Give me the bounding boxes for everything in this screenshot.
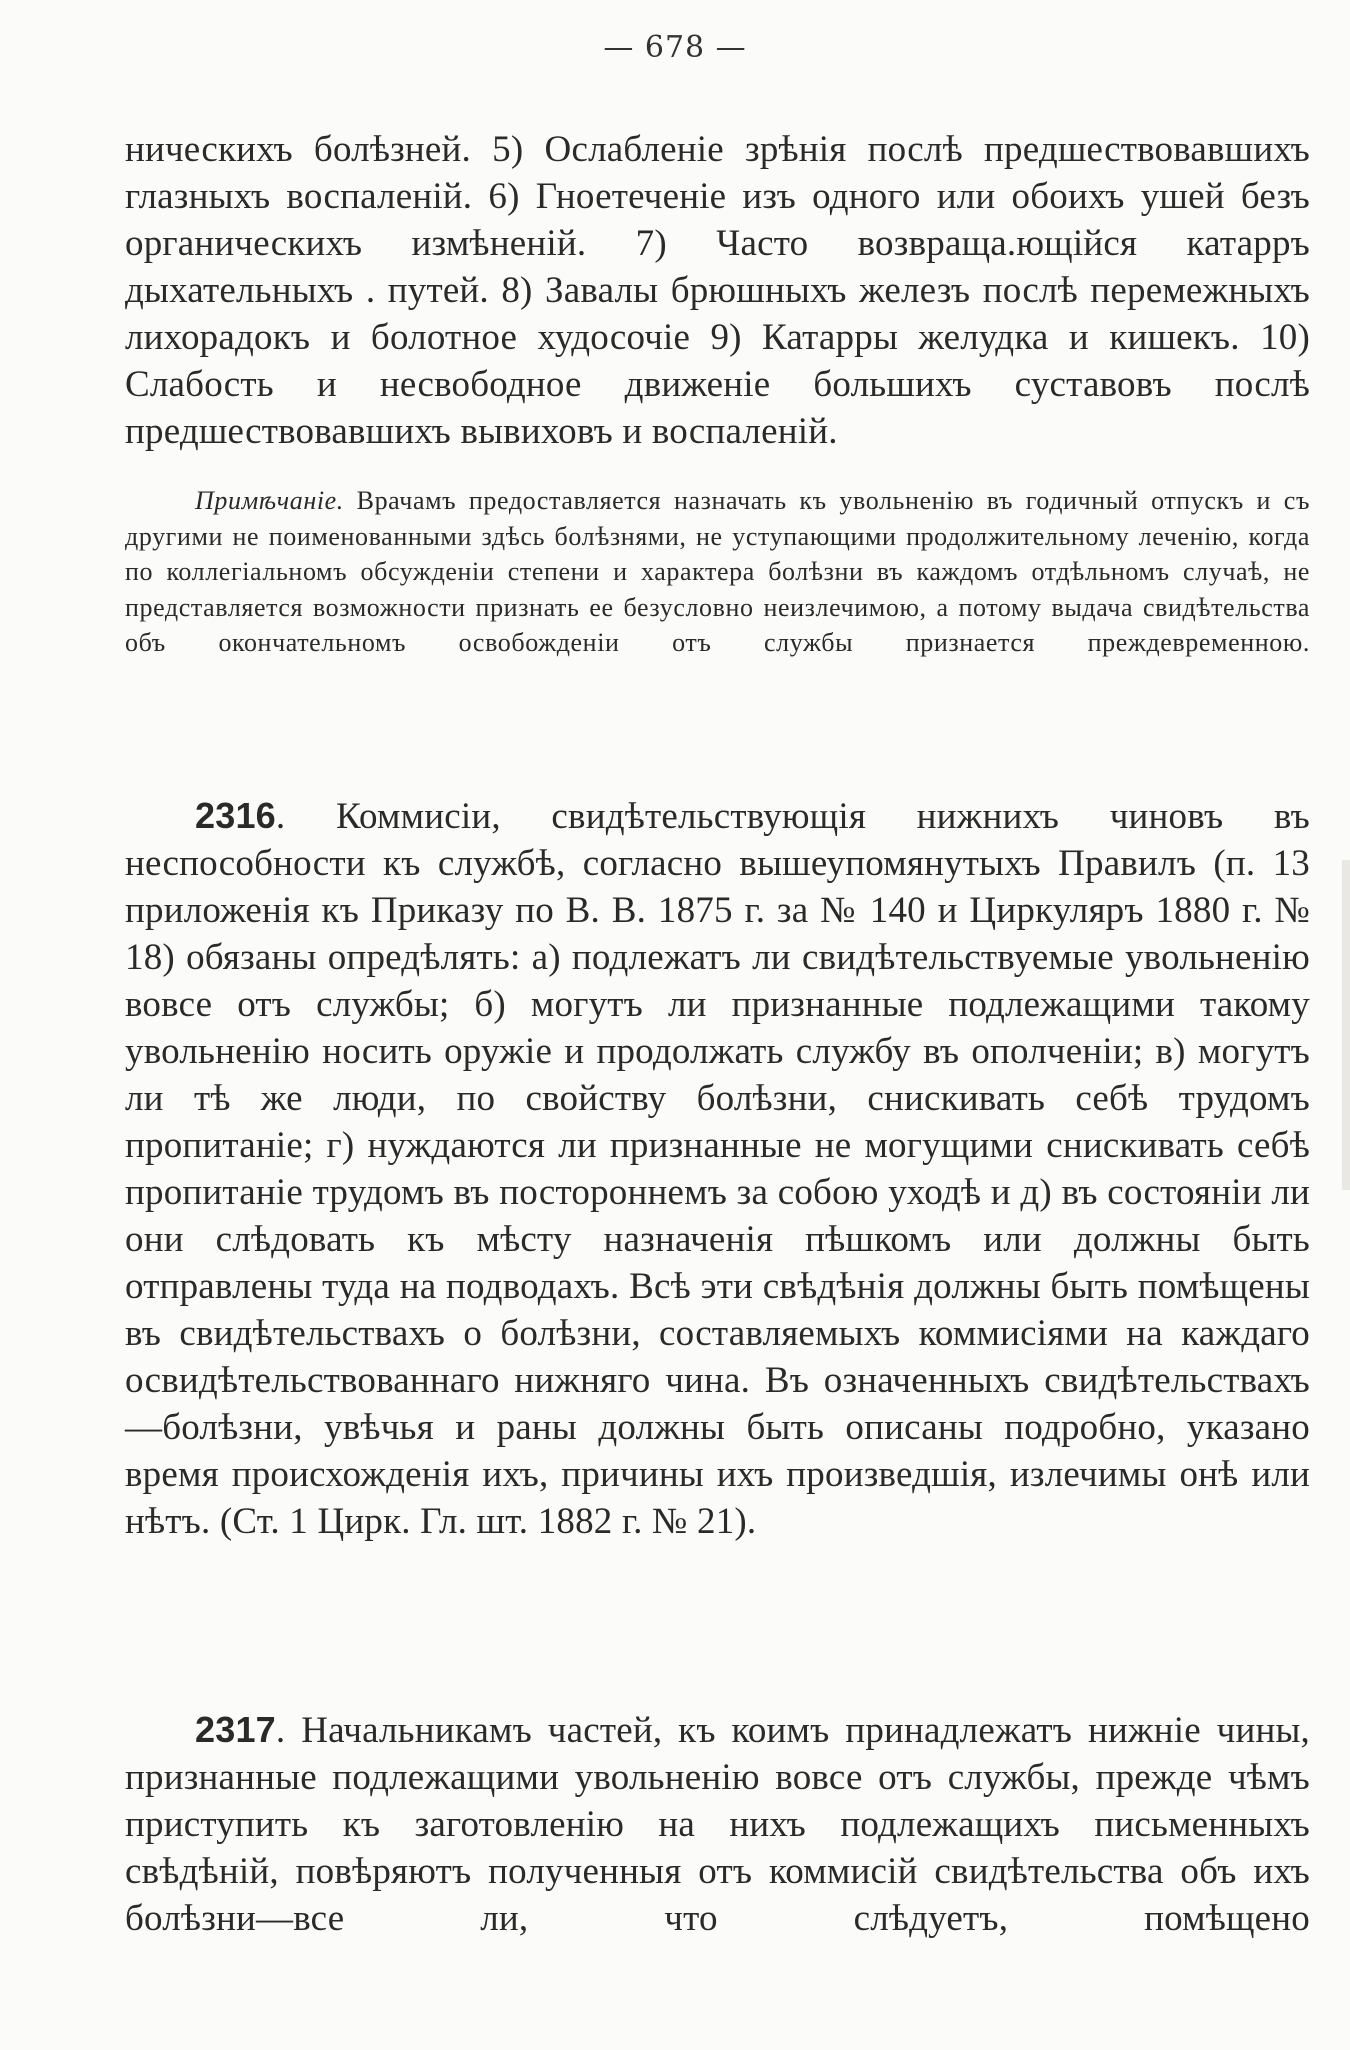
page-edge-shadow [1342,860,1350,1190]
article-2317 [125,1706,1310,1942]
article-number: 2316 [195,795,276,836]
page-number: — 678 — [603,30,747,65]
note-text: Врачамъ предоставляется назначать къ увольненію въ годичный отпускъ и съ другими не поименованными здѣсь болѣзнями, не уступающими продолжительному леченію, когда по коллегіальномъ обсужденіи степени и характера болѣзни въ каждомъ отдѣльномъ случаѣ, не представляется возможности признать ее безусловно неизлечимою, а потому выдача свидѣтельства объ окончательномъ освобожденіи отъ службы признается преждевременною. [125,486,1310,657]
article-body: . Коммисіи, свидѣтельствующія нижнихъ чиновъ въ неспособности къ службѣ, согласно вышеупомянутыхъ Правилъ (п. 13 приложенія къ Приказу по В. В. 1875 г. за № 140 и Циркуляръ 1880 г. № 18) обязаны опредѣлять: а) подлежатъ ли свидѣтельствуемые увольненію вовсе отъ службы; б) могутъ ли признанные подлежащими такому увольненію носить оружіе и продолжать службу въ ополченіи; в) могутъ ли тѣ же люди, по свойству болѣзни, снискивать себѣ трудомъ пропитаніе; г) нуждаются ли признанные не могущими снискивать себѣ пропитаніе трудомъ въ постороннемъ за собою уходѣ и д) въ состояніи ли они слѣдовать къ мѣсту назначенія пѣшкомъ или должны быть отправлены туда на подводахъ. Всѣ эти свѣдѣнія должны быть помѣщены въ свидѣтельствахъ о болѣзни, составляемыхъ коммисіями на каждаго освидѣтельствованнаго нижняго чина. Въ означенныхъ свидѣтельствахъ—болѣзни, увѣчья и раны должны быть описаны подробно, указано время происхожденія ихъ, причины ихъ произведшія, излечимы онѣ или нѣтъ. (Ст. 1 Цирк. Гл. шт. 1882 г. № 21). [125,796,1310,1542]
article-2316 [125,792,1310,1545]
article-2316-text [125,792,1310,1545]
paragraph-text: ническихъ болѣзней. 5) Ослабленіе зрѣнія послѣ предшествовавшихъ глазныхъ воспаленій. 6) Гноетеченіе изъ одного или обоихъ ушей безъ органическихъ измѣненій. 7) Часто возвраща.ющійся катарръ дыхательныхъ . путей. 8) Завалы брюшныхъ железъ послѣ перемежныхъ лихорадокъ и болотное худосочіе 9) Катарры желудка и кишекъ. 10) Слабость и несвободное движеніе большихъ суставовъ послѣ предшествовавшихъ вывиховъ и воспаленій. [125,129,1310,452]
note-label: Примѣчаніе. [195,486,344,515]
article-2317-text [125,1706,1310,1942]
paragraph-continued [125,126,1310,455]
article-number: 2317 [195,1709,276,1750]
article-body: . Начальникамъ частей, къ коимъ принадлежатъ нижніе чины, признанные подлежащими увольненію вовсе отъ службы, прежде чѣмъ приступить къ заготовленію на нихъ подлежащихъ письменныхъ свѣдѣній, повѣряютъ полученныя отъ коммисій свидѣтельства объ ихъ болѣзни—все ли, что слѣдуетъ, помѣщено [125,1710,1310,1939]
note-paragraph [125,483,1310,661]
